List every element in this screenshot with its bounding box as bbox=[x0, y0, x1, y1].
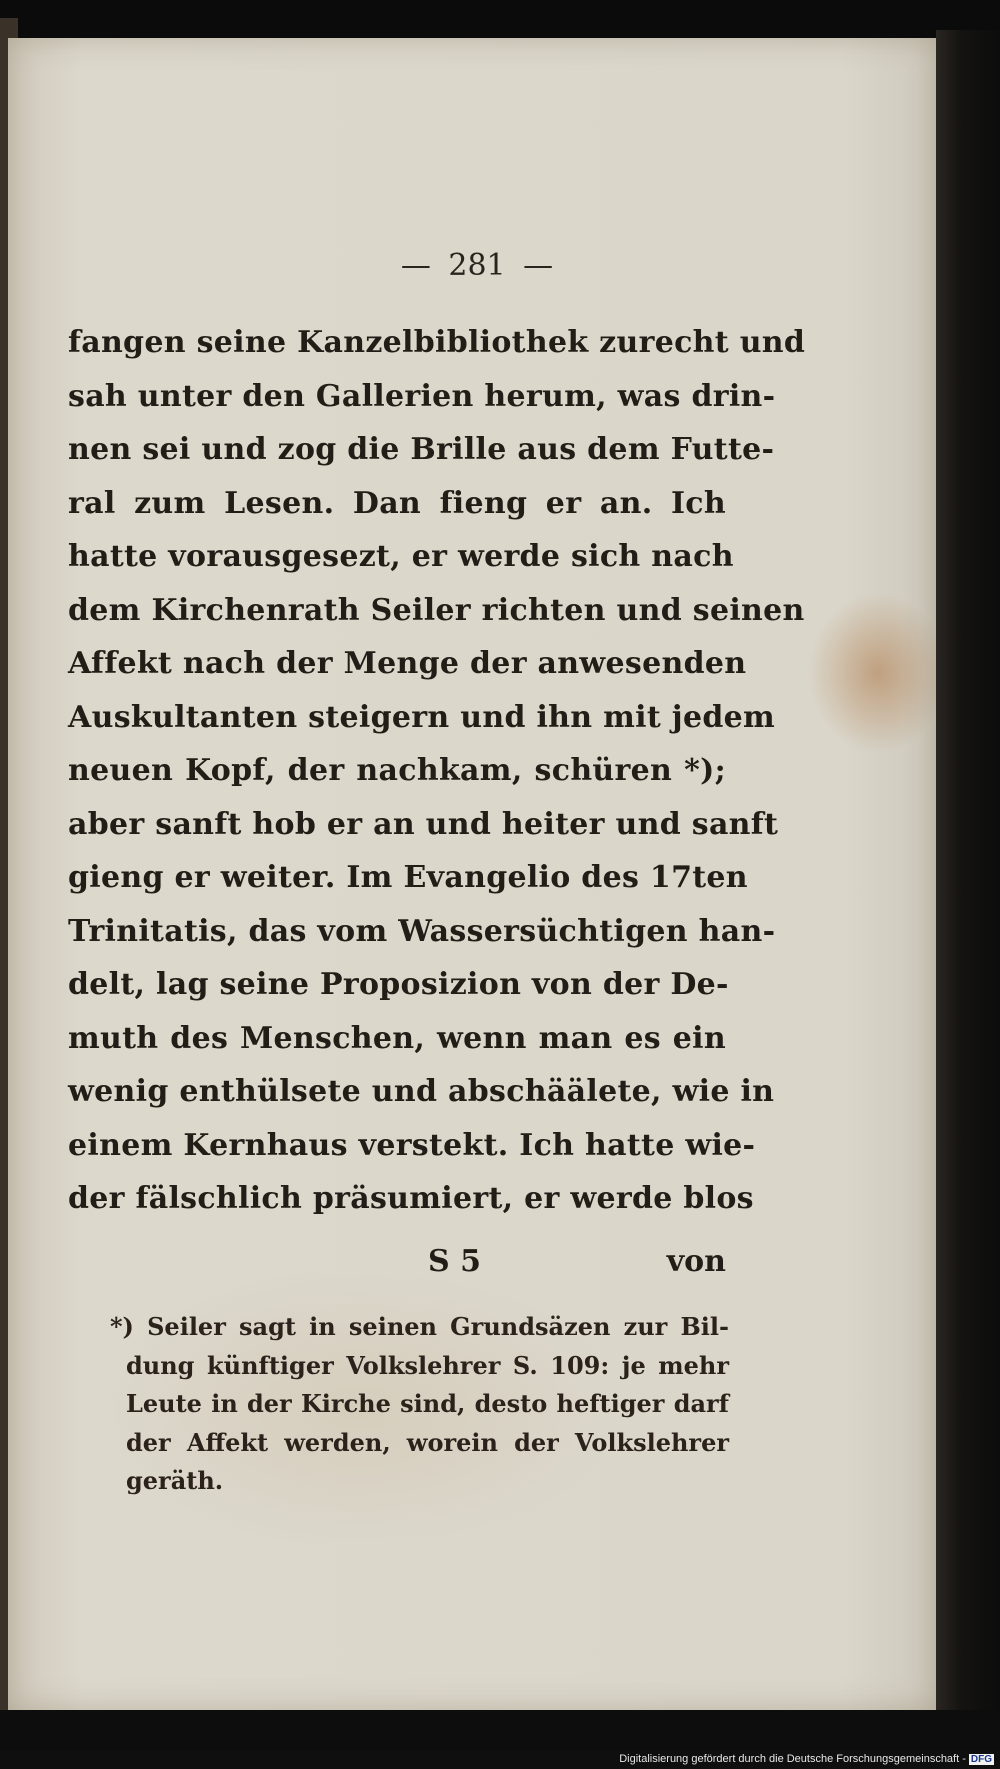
footnote-line: der Affekt werden, worein der Volkslehrer bbox=[126, 1427, 729, 1457]
body-line: einem Kernhaus verstekt. Ich hatte wie- bbox=[68, 1127, 756, 1163]
body-line: sah unter den Gallerien herum, was drin- bbox=[68, 378, 776, 414]
body-line: der fälschlich präsumiert, er werde blos bbox=[68, 1181, 754, 1216]
footnote-line: dung künftiger Volkslehrer S. 109: je mehr bbox=[126, 1350, 729, 1380]
body-text bbox=[68, 316, 806, 1226]
body-line: Affekt nach der Menge der anwesenden bbox=[68, 646, 747, 681]
body-line: nen sei und zog die Brille aus dem Futte- bbox=[68, 432, 775, 467]
body-line: ral zum Lesen. Dan fieng er an. Ich bbox=[68, 485, 726, 521]
printer-signature: S 5 bbox=[428, 1244, 481, 1279]
body-line: muth des Menschen, wenn man es ein bbox=[68, 1020, 726, 1056]
footnote-line: Leute in der Kirche sind, desto heftiger darf bbox=[126, 1389, 729, 1418]
footnote-line: *) Seiler sagt in seinen Grundsäzen zur Bil- bbox=[110, 1312, 729, 1341]
header-dash-right: — bbox=[523, 248, 554, 283]
body-line: Auskultanten steigern und ihn mit jedem bbox=[68, 699, 776, 735]
dfg-logo-icon: DFG bbox=[970, 1753, 992, 1765]
body-line: dem Kirchenrath Seiler richten und seinen bbox=[68, 592, 805, 628]
body-line: gieng er weiter. Im Evangelio des 17ten bbox=[68, 860, 748, 895]
body-line: wenig enthülsete und abschäälete, wie in bbox=[68, 1074, 775, 1109]
header-dash-left: — bbox=[400, 248, 431, 283]
scan-top-border bbox=[0, 0, 1000, 40]
body-line: neuen Kopf, der nachkam, schüren *); bbox=[68, 753, 726, 788]
body-line: aber sanft hob er an und heiter und sanft bbox=[68, 806, 779, 842]
credit-text: Digitalisierung gefördert durch die Deutsche Forschungsgemeinschaft - bbox=[619, 1753, 966, 1765]
scan-right-border bbox=[936, 30, 1000, 1730]
body-line: delt, lag seine Proposizion von der De- bbox=[68, 967, 729, 1002]
footnote-line: geräth. bbox=[126, 1466, 224, 1495]
body-line: fangen seine Kanzelbibliothek zurecht und bbox=[68, 325, 806, 360]
body-line: hatte vorausgesezt, er werde sich nach bbox=[68, 539, 734, 574]
page-header bbox=[8, 248, 936, 283]
page-number: 281 bbox=[448, 248, 506, 283]
catchword: von bbox=[666, 1244, 726, 1279]
body-line: Trinitatis, das vom Wassersüchtigen han- bbox=[68, 913, 776, 949]
signature-line bbox=[68, 1234, 726, 1284]
scan-bottom-border bbox=[0, 1710, 1000, 1750]
footnote bbox=[110, 1308, 729, 1501]
book-page bbox=[8, 38, 936, 1710]
digitization-credit bbox=[619, 1753, 994, 1765]
